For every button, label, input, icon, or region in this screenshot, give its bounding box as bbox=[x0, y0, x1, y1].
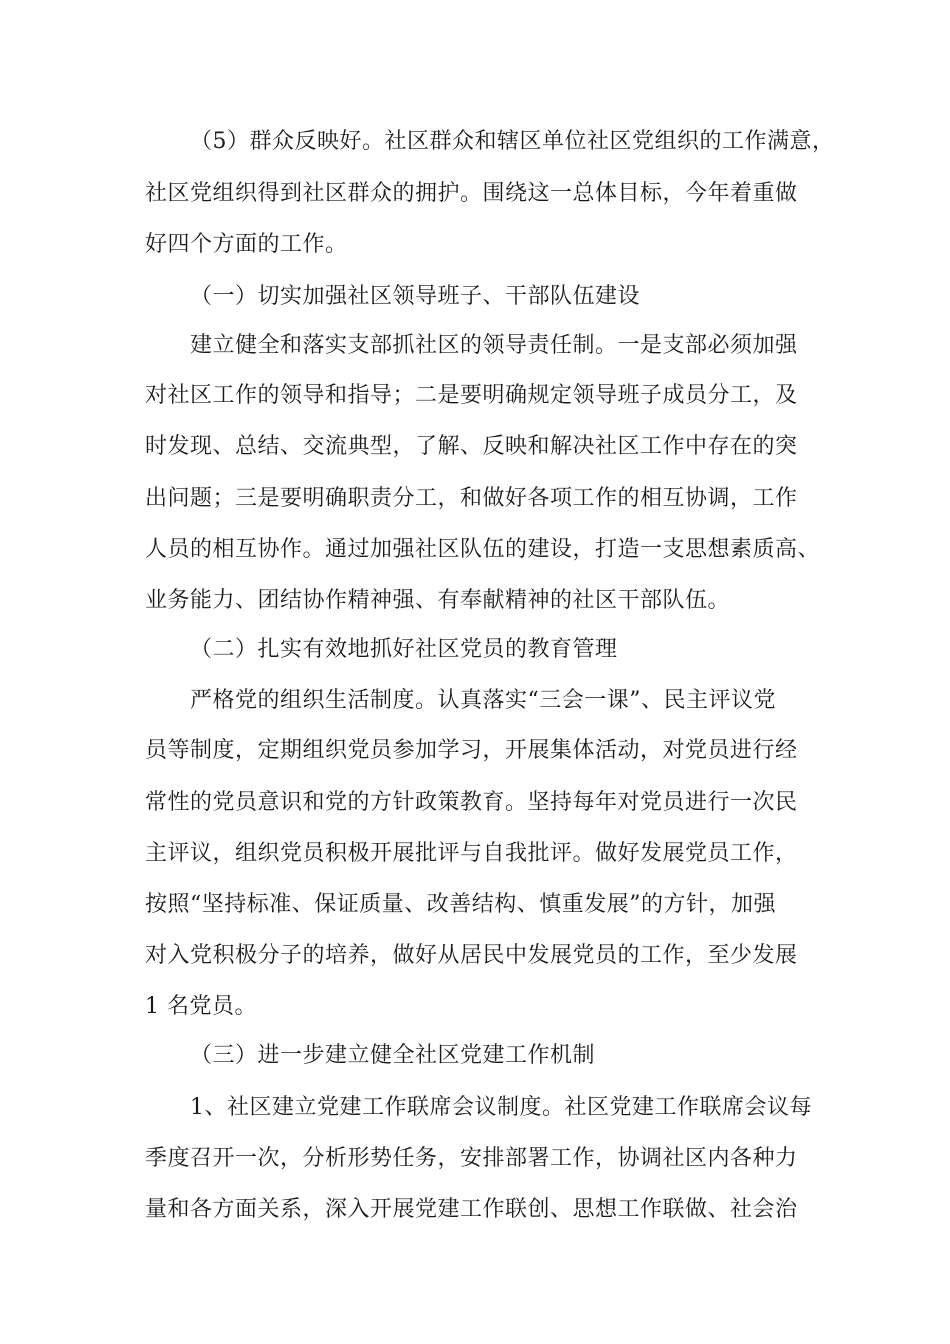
paragraph-line: 量和各方面关系，深入开展党建工作联创、思想工作联做、社会治 bbox=[145, 1197, 798, 1222]
paragraph-line: 常性的党员意识和党的方针政策教育。坚持每年对党员进行一次民 bbox=[145, 790, 798, 815]
paragraph-line: 按照“坚持标准、保证质量、改善结构、慎重发展”的方针，加强 bbox=[145, 892, 776, 917]
paragraph-line: 时发现、总结、交流典型，了解、反映和解决社区工作中存在的突 bbox=[145, 434, 798, 459]
paragraph-line: 对入党积极分子的培养，做好从居民中发展党员的工作，至少发展 bbox=[145, 943, 798, 968]
section-heading: （二）扎实有效地抓好社区党员的教育管理 bbox=[190, 637, 618, 662]
paragraph-line: 对社区工作的领导和指导；二是要明确规定领导班子成员分工，及 bbox=[145, 383, 798, 408]
paragraph-line: 建立健全和落实支部抓社区的领导责任制。一是支部必须加强 bbox=[190, 333, 798, 358]
paragraph-line: 人员的相互协作。通过加强社区队伍的建设，打造一支思想素质高、 bbox=[145, 537, 821, 562]
paragraph-line: 业务能力、团结协作精神强、有奉献精神的社区干部队伍。 bbox=[145, 588, 731, 613]
paragraph-line: （5）群众反映好。社区群众和辖区单位社区党组织的工作满意， bbox=[190, 129, 835, 154]
paragraph-line: 严格党的组织生活制度。认真落实“三会一课”、民主评议党 bbox=[190, 688, 776, 713]
paragraph-line: 季度召开一次，分析形势任务，安排部署工作，协调社区内各种力 bbox=[145, 1146, 798, 1171]
paragraph-line: 1 名党员。 bbox=[145, 994, 257, 1019]
paragraph-line: 员等制度，定期组织党员参加学习，开展集体活动，对党员进行经 bbox=[145, 738, 798, 763]
section-heading: （一）切实加强社区领导班子、干部队伍建设 bbox=[190, 284, 641, 309]
paragraph-line: 社区党组织得到社区群众的拥护。围绕这一总体目标，今年着重做 bbox=[145, 181, 798, 206]
paragraph-line: 好四个方面的工作。 bbox=[145, 232, 348, 257]
paragraph-line: 1、社区建立党建工作联席会议制度。社区党建工作联席会议每 bbox=[190, 1095, 812, 1120]
paragraph-line: 出问题；三是要明确职责分工，和做好各项工作的相互协调，工作 bbox=[145, 486, 798, 511]
section-heading: （三）进一步建立健全社区党建工作机制 bbox=[190, 1043, 596, 1068]
paragraph-line: 主评议，组织党员积极开展批评与自我批评。做好发展党员工作， bbox=[145, 841, 798, 866]
